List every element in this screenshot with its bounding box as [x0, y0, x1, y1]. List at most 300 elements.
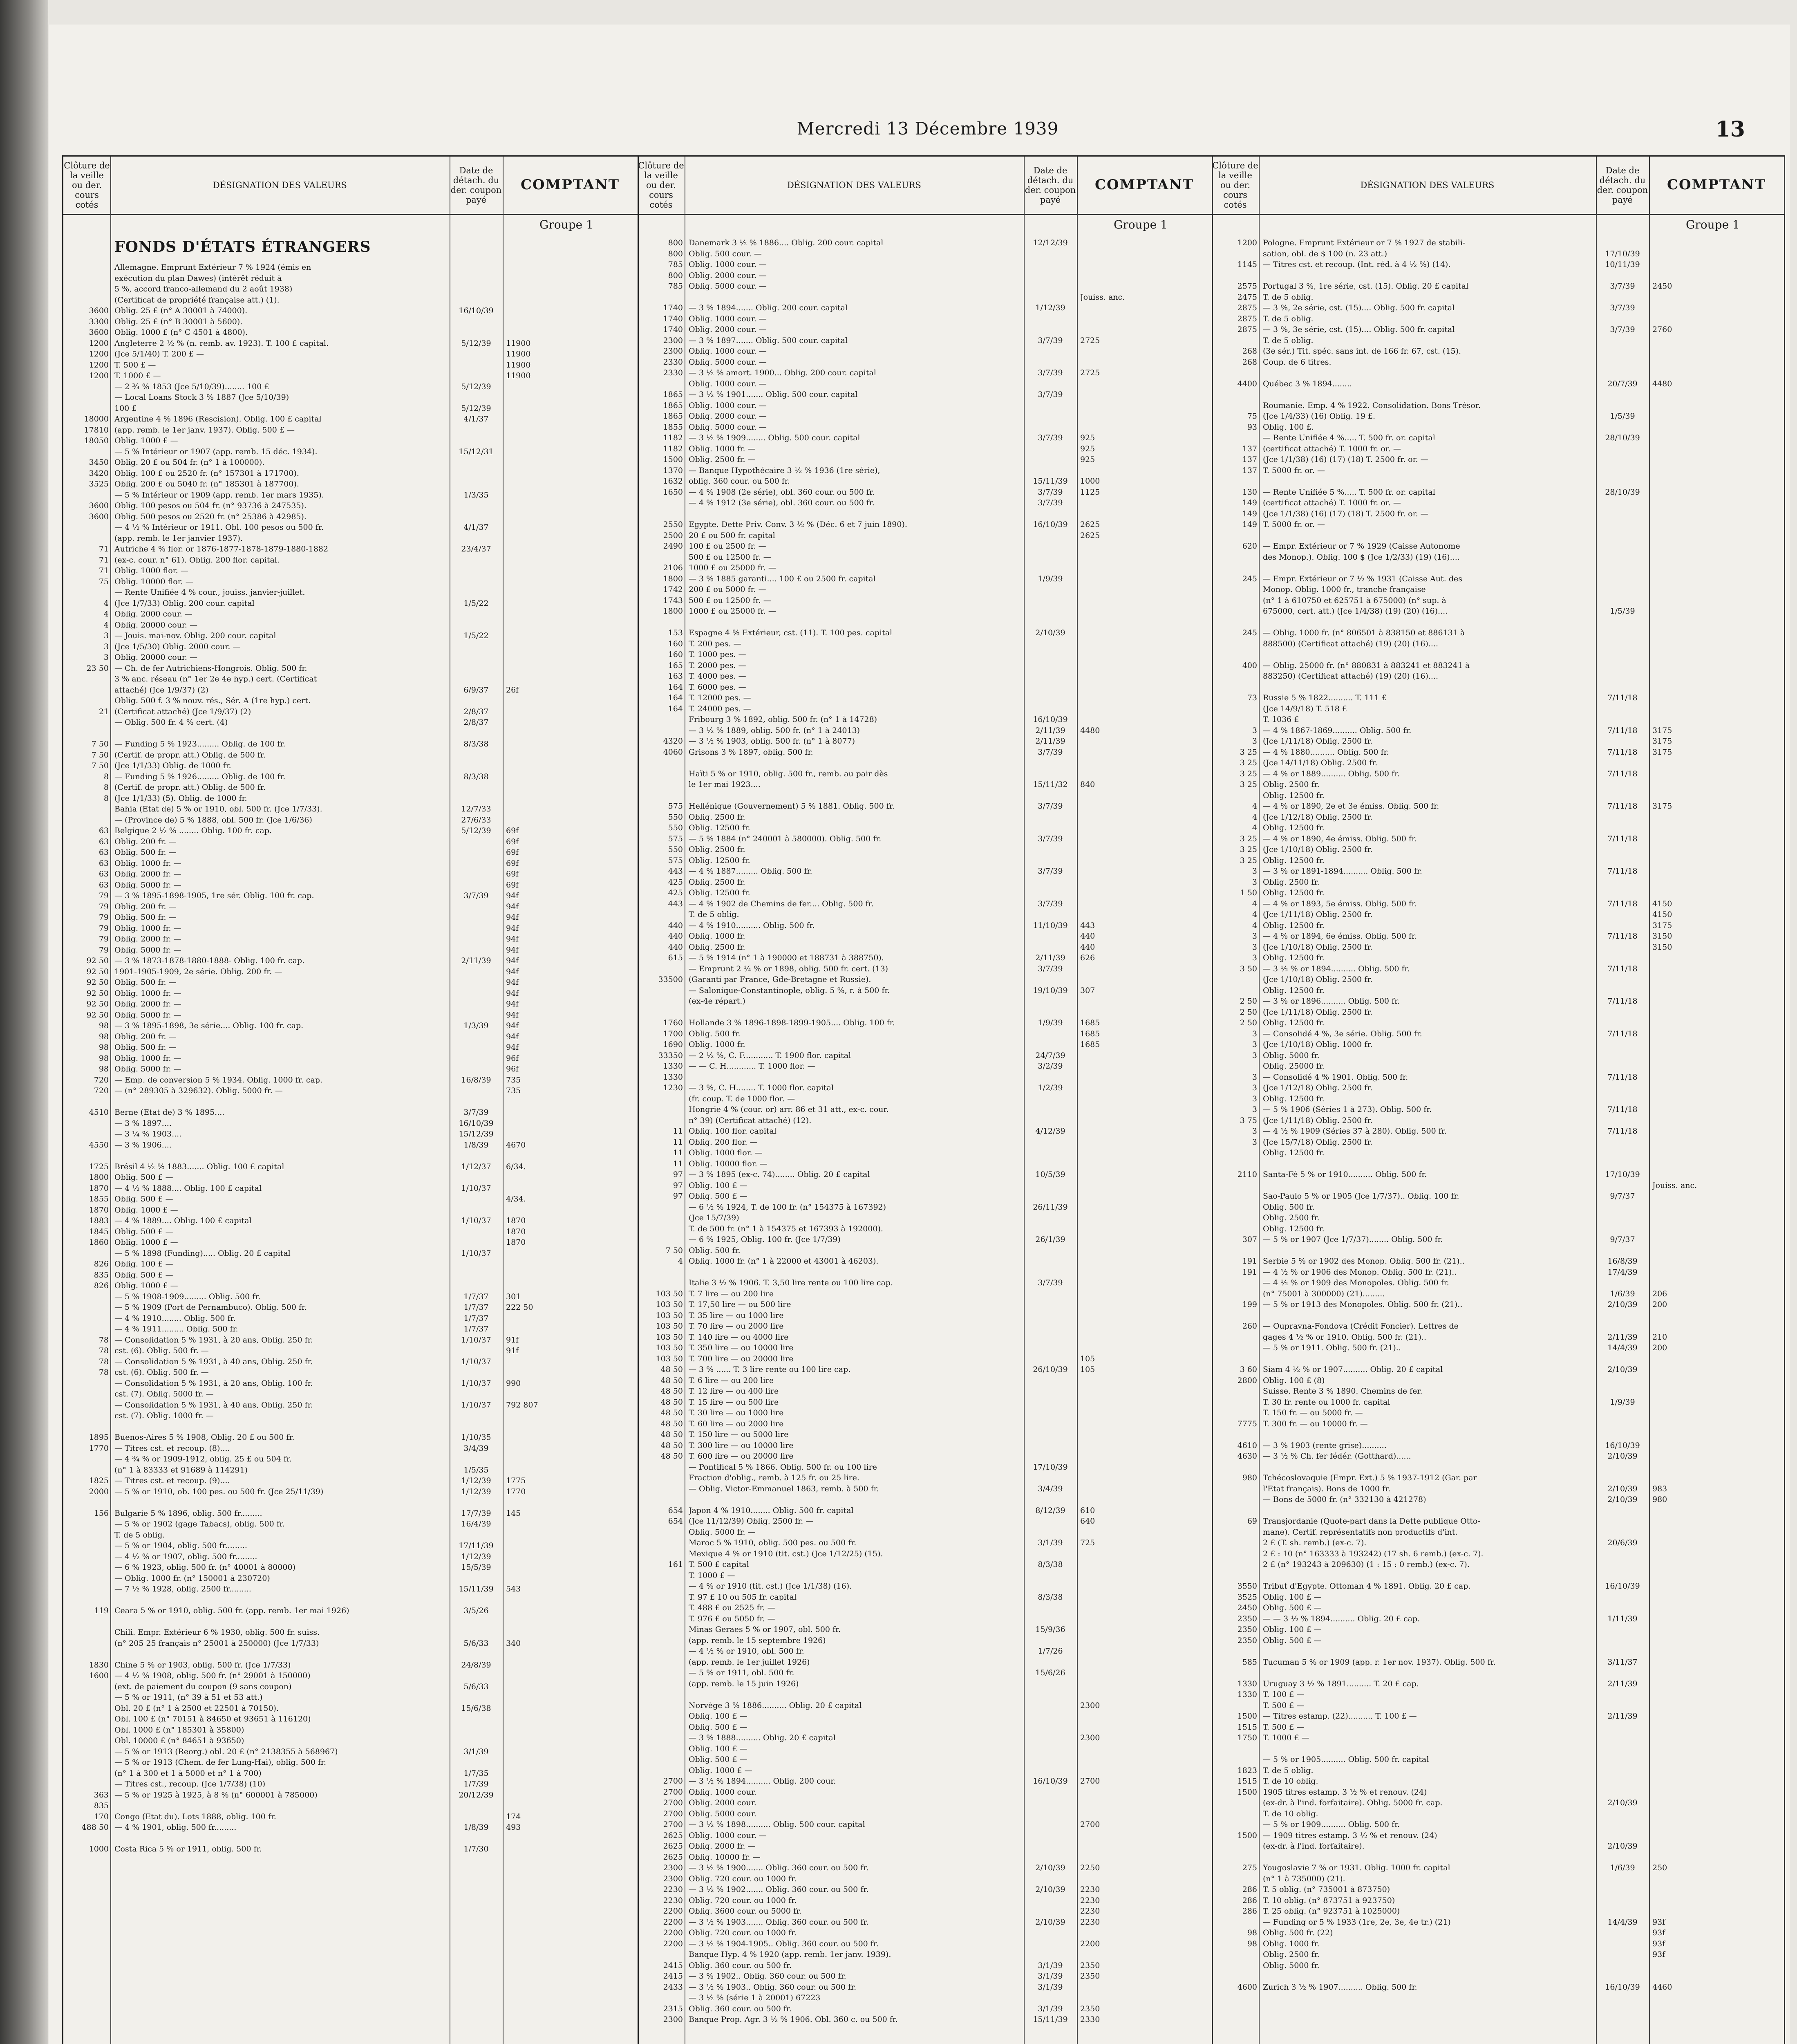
security-name-cell: — 3 %, C. H........ T. 1000 flor. capital: [689, 1083, 834, 1092]
table-row: [638, 1484, 1212, 1495]
security-name-cell: — 5 % Intérieur or 1909 (app. remb. 1er mars 1935).: [114, 490, 324, 500]
coupon-date-cell: 1/10/37: [461, 1400, 491, 1410]
cash-price-cell: Jouiss. anc.: [1652, 1181, 1697, 1190]
security-name-cell: Oblig. 100 £ —: [689, 1744, 747, 1753]
previous-close-cell: 1895: [89, 1433, 109, 1442]
security-name-cell: T. 35 lire — ou 1000 lire: [689, 1311, 784, 1320]
table-row: [63, 556, 638, 567]
cash-price-cell: 105: [1080, 1365, 1095, 1374]
cash-price-cell: 11900: [506, 338, 531, 348]
coupon-date-cell: 1/6/39: [1610, 1289, 1635, 1298]
previous-close-cell: 1200: [89, 371, 109, 380]
security-name-cell: (Certif. de propr. att.) Oblig. de 500 fr.: [114, 750, 266, 760]
coupon-date-cell: 1/6/39: [1610, 1863, 1635, 1872]
security-name-cell: Oblig. 2000 fr. —: [114, 870, 181, 879]
security-name-cell: Oblig. 1000 fr. —: [114, 858, 181, 868]
previous-close-cell: 103 50: [656, 1332, 683, 1342]
previous-close-cell: 2415: [663, 1972, 683, 1981]
previous-close-cell: 8: [103, 793, 109, 803]
security-name-cell: Oblig. 100 pesos ou 504 fr. (n° 93736 à 247535).: [114, 501, 307, 510]
table-row: [638, 260, 1212, 271]
previous-close-cell: 4510: [89, 1108, 109, 1117]
table-row: [1212, 282, 1784, 293]
table-row: [63, 588, 638, 599]
table-row: [1212, 1560, 1784, 1571]
header-designation: DÉSIGNATION DES VALEURS: [1259, 157, 1597, 214]
table-row: [638, 498, 1212, 509]
header-date-detach: Date de détach. du der. coupon payé: [450, 157, 504, 214]
previous-close-cell: 2350: [1237, 1636, 1257, 1645]
security-name-cell: Oblig. 12500 fr.: [1263, 888, 1325, 897]
security-name-cell: 883250) (Certificat attaché) (19) (20) (16)....: [1263, 672, 1439, 681]
security-name-cell: Obl. 10000 £ (n° 84651 à 93650): [114, 1736, 244, 1745]
header-cloture: Clôture de la veille ou der. cours cotés: [1212, 157, 1260, 214]
table-row: [638, 1387, 1212, 1398]
table-row: [63, 881, 638, 892]
table-row: [638, 1614, 1212, 1625]
security-name-cell: cst. (6). Oblig. 500 fr. —: [114, 1368, 209, 1377]
coupon-date-cell: 1/5/22: [463, 631, 489, 640]
previous-close-cell: 2200: [663, 1917, 683, 1927]
previous-close-cell: 2475: [1237, 292, 1257, 302]
security-name-cell: T. 300 fr. — ou 10000 fr. —: [1263, 1419, 1368, 1428]
cash-price-cell: Jouiss. anc.: [1080, 292, 1125, 302]
table-row: [1212, 1690, 1784, 1701]
header-comptant: COMPTANT: [1649, 157, 1785, 214]
security-name-cell: 200 £ ou 5000 fr. —: [689, 585, 766, 594]
security-name-cell: — — 3 ½ % 1894.......... Oblig. 20 £ cap.: [1263, 1614, 1420, 1623]
coupon-date-cell: 16/10/39: [459, 1118, 494, 1128]
previous-close-cell: 156: [94, 1508, 109, 1518]
security-name-cell: T. 700 lire — ou 20000 lire: [689, 1354, 794, 1363]
coupon-date-cell: 20/12/39: [459, 1790, 494, 1800]
cash-price-cell: 222 50: [506, 1303, 533, 1312]
previous-close-cell: 826: [94, 1281, 109, 1290]
table-row: [63, 1054, 638, 1065]
cash-price-cell: 840: [1080, 780, 1095, 789]
previous-close-cell: 48 50: [660, 1408, 683, 1417]
table-row: [638, 661, 1212, 672]
previous-close-cell: 11: [673, 1148, 683, 1157]
coupon-date-cell: 1/8/39: [463, 1823, 489, 1832]
previous-close-cell: 7 50: [91, 750, 109, 760]
table-row: [1212, 553, 1784, 564]
security-name-cell: gages 4 ½ % or 1910. Oblig. 500 fr. (21)..: [1263, 1332, 1426, 1342]
security-name-cell: Mexique 4 % or 1910 (tit. cst.) (Jce 1/12/25) (15).: [689, 1549, 883, 1558]
table-row: [63, 566, 638, 577]
security-name-cell: Oblig. 100 flor. capital: [689, 1127, 777, 1136]
table-row: [1212, 1094, 1784, 1105]
table-row: [1212, 1647, 1784, 1658]
previous-close-cell: 1000: [89, 1845, 109, 1853]
security-name-cell: — Rente Unifiée 4 % cour., jouiss. janvier-juillet.: [114, 588, 305, 597]
table-row: [1212, 542, 1784, 553]
previous-close-cell: 79: [98, 935, 109, 944]
security-name-cell: Oblig. 12500 fr.: [1263, 856, 1325, 865]
coupon-date-cell: 3/7/39: [1038, 899, 1063, 908]
previous-close-cell: 3: [1252, 1051, 1257, 1060]
security-name-cell: T. de 5 oblig.: [689, 910, 739, 919]
previous-close-cell: 785: [668, 260, 683, 269]
previous-close-cell: 440: [668, 921, 683, 930]
security-name-cell: Tribut d'Egypte. Ottoman 4 % 1891. Oblig. 20 £ cap.: [1263, 1582, 1471, 1591]
previous-close-cell: 3600: [89, 306, 109, 315]
table-row: [1212, 358, 1784, 369]
security-name-cell: (ex-4e répart.): [689, 997, 745, 1006]
table-row: [63, 1325, 638, 1336]
security-name-cell: — Rente Unifiée 4 %..... T. 500 fr. or. capital: [1263, 433, 1435, 442]
security-name-cell: — — C. H............ T. 1000 flor. —: [689, 1062, 815, 1071]
table-row: [63, 1466, 638, 1477]
table-row: [638, 1896, 1212, 1907]
cash-price-cell: 2350: [1080, 2004, 1100, 2013]
security-name-cell: T. de 500 fr. (n° 1 à 154375 et 167393 à 192000).: [689, 1224, 883, 1233]
security-name-cell: T. 30 fr. rente ou 1000 fr. capital: [1263, 1397, 1390, 1407]
cash-price-cell: 443: [1080, 921, 1095, 930]
security-name-cell: — (n° 289305 à 329632). Oblig. 5000 fr. —: [114, 1086, 283, 1095]
table-row: [638, 1441, 1212, 1452]
previous-close-cell: 443: [668, 867, 683, 876]
previous-close-cell: 4320: [663, 737, 683, 746]
previous-close-cell: 1823: [1237, 1766, 1257, 1775]
table-row: [63, 1249, 638, 1260]
table-row: [63, 1487, 638, 1498]
security-name-cell: (n° 1 à 735000) (21).: [1263, 1874, 1345, 1883]
previous-close-cell: 3: [1252, 1072, 1257, 1082]
security-name-cell: Oblig. 2000 fr. —: [114, 1000, 181, 1009]
coupon-date-cell: 1/12/39: [461, 1487, 491, 1496]
previous-close-cell: 1740: [663, 314, 683, 323]
previous-close-cell: 71: [98, 545, 109, 554]
previous-close-cell: 33350: [658, 1051, 683, 1060]
table-row: [1212, 314, 1784, 325]
security-name-cell: — Oblig. 500 fr. 4 % cert. (4): [114, 718, 228, 727]
security-name-cell: Oblig. 2000 cour.: [689, 1798, 756, 1807]
table-row: [63, 1823, 638, 1834]
previous-close-cell: 4: [1252, 823, 1257, 832]
security-name-cell: 100 £: [114, 403, 137, 413]
coupon-date-cell: 1/10/37: [461, 1248, 491, 1258]
table-row: [638, 1603, 1212, 1614]
security-name-cell: Fraction d'oblig., remb. à 125 fr. ou 25 lire.: [689, 1473, 859, 1482]
table-row: [638, 531, 1212, 542]
coupon-date-cell: 3/7/39: [1038, 498, 1063, 507]
adjacent-page-edge: [0, 0, 48, 2044]
table-row: [1212, 520, 1784, 531]
security-name-cell: — 3 % 1895-1898-1905, 1re sér. Oblig. 100 fr. cap.: [114, 891, 314, 900]
table-row: [1212, 379, 1784, 390]
previous-close-cell: 363: [94, 1790, 109, 1800]
table-row: [638, 293, 1212, 304]
previous-close-cell: 3: [1252, 1029, 1257, 1038]
table-row: [1212, 899, 1784, 910]
group-label: Groupe 1: [1114, 218, 1168, 231]
table-row: [1212, 1268, 1784, 1279]
table-row: [1212, 975, 1784, 986]
table-row: [63, 371, 638, 382]
table-row: [63, 1704, 638, 1715]
table-row: [63, 1520, 638, 1531]
group-label: Groupe 1: [1686, 218, 1740, 231]
previous-close-cell: 48 50: [660, 1430, 683, 1439]
table-row: [638, 1679, 1212, 1690]
table-row: [638, 314, 1212, 325]
coupon-date-cell: 3/2/39: [1038, 1062, 1063, 1071]
cash-price-cell: 1125: [1080, 487, 1100, 497]
security-name-cell: — 4 ½ % or 1906 des Monop. Oblig. 500 fr. (21)..: [1263, 1267, 1457, 1277]
previous-close-cell: 2550: [663, 520, 683, 529]
table-row: [1212, 791, 1784, 802]
column-block-2: [638, 157, 1213, 2044]
previous-close-cell: 137: [1242, 444, 1257, 453]
previous-close-cell: 149: [1242, 509, 1257, 518]
table-row: [1212, 661, 1784, 672]
coupon-date-cell: 7/11/18: [1607, 726, 1638, 735]
previous-close-cell: 2575: [1237, 282, 1257, 291]
cash-price-cell: 1685: [1080, 1018, 1100, 1027]
cash-price-cell: 792 807: [506, 1400, 538, 1410]
table-row: [1212, 1733, 1784, 1744]
security-name-cell: 100 £ ou 2500 fr. —: [689, 542, 766, 551]
previous-close-cell: 2200: [663, 1907, 683, 1916]
cash-price-cell: 94f: [506, 967, 519, 976]
security-name-cell: T. 6 lire — ou 200 lire: [689, 1376, 774, 1385]
security-name-cell: Oblig. 500 £ —: [1263, 1603, 1322, 1612]
previous-close-cell: 191: [1242, 1257, 1257, 1266]
table-row: [1212, 1538, 1784, 1549]
table-row: [638, 542, 1212, 553]
previous-close-cell: 23 50: [86, 663, 109, 673]
previous-close-cell: 720: [94, 1075, 109, 1085]
table-row: [1212, 1517, 1784, 1528]
cash-price-cell: 1870: [506, 1227, 526, 1236]
table-row: [1212, 823, 1784, 834]
header-designation: DÉSIGNATION DES VALEURS: [110, 157, 450, 214]
previous-close-cell: 103 50: [656, 1354, 683, 1363]
previous-close-cell: 550: [668, 812, 683, 822]
security-name-cell: — 3 ½ % 1900....... Oblig. 360 cour. ou 500 fr.: [689, 1863, 869, 1872]
coupon-date-cell: 8/3/38: [1038, 1592, 1063, 1602]
previous-close-cell: 11: [673, 1127, 683, 1136]
security-name-cell: — Funding 5 % 1923......... Oblig. de 100 fr.: [114, 740, 286, 749]
table-row: [638, 444, 1212, 455]
security-name-cell: Oblig. 5000 cour. —: [689, 357, 767, 367]
previous-close-cell: 7 50: [91, 761, 109, 770]
security-name-cell: — 3 ½ % 1909........ Oblig. 500 cour. capital: [689, 433, 860, 442]
coupon-date-cell: 7/11/18: [1607, 802, 1638, 811]
coupon-date-cell: 2/10/39: [1035, 1885, 1065, 1894]
security-name-cell: — 3 ½ % (série 1 à 20001) 67223: [689, 1993, 821, 2002]
coupon-date-cell: 1/10/37: [461, 1335, 491, 1345]
table-row: [1212, 1939, 1784, 1950]
previous-close-cell: 1330: [1237, 1679, 1257, 1688]
security-name-cell: Oblig. 200 flor. —: [689, 1137, 758, 1147]
security-name-cell: Ceara 5 % or 1910, oblig. 500 fr. (app. remb. 1er mai 1926): [114, 1606, 349, 1615]
security-name-cell: Congo (Etat du). Lots 1888, oblig. 100 fr.: [114, 1812, 276, 1821]
security-name-cell: — 3 % 1894....... Oblig. 200 cour. capital: [689, 303, 848, 312]
coupon-date-cell: 11/10/39: [1033, 921, 1068, 930]
security-name-cell: — 3 % 1885 garanti.... 100 £ ou 2500 fr. capital: [689, 574, 876, 583]
table-row: [638, 997, 1212, 1008]
security-name-cell: — Ch. de fer Autrichiens-Hongrois. Oblig. 500 fr.: [114, 663, 307, 673]
security-name-cell: — 3 ½ % 1903....... Oblig. 360 cour. ou 500 fr.: [689, 1917, 869, 1927]
security-name-cell: Oblig. 1000 £ —: [114, 1281, 178, 1290]
previous-close-cell: 1 50: [1240, 888, 1257, 897]
security-name-cell: (certificat attaché) T. 1000 fr. or. —: [1263, 498, 1401, 507]
previous-close-cell: 654: [668, 1517, 683, 1526]
security-name-cell: T. 2000 pes. —: [689, 661, 746, 670]
table-row: [63, 859, 638, 870]
security-name-cell: Bulgarie 5 % 1896, oblig. 500 fr.........: [114, 1508, 262, 1518]
security-name-cell: — Oblig. Victor-Emmanuel 1863, remb. à 500 fr.: [689, 1484, 879, 1493]
coupon-date-cell: 12/12/39: [1033, 238, 1068, 247]
security-name-cell: (Jce 1/10/18) Oblig. 1000 fr.: [1263, 1040, 1373, 1049]
coupon-date-cell: 2/11/39: [1607, 1712, 1638, 1721]
table-row: [1212, 1679, 1784, 1690]
security-name-cell: Coup. de 6 titres.: [1263, 357, 1332, 367]
security-name-cell: T. 150 fr. — ou 5000 fr. —: [1263, 1408, 1363, 1417]
previous-close-cell: 98: [1247, 1939, 1257, 1948]
table-row: [638, 758, 1212, 769]
previous-close-cell: 130: [1242, 487, 1257, 497]
previous-close-cell: 1200: [89, 338, 109, 348]
security-name-cell: Oblig. 1000 fr.: [689, 932, 745, 941]
table-row: [1212, 1463, 1784, 1474]
previous-close-cell: 63: [98, 880, 109, 890]
previous-close-cell: 2350: [1237, 1614, 1257, 1623]
coupon-date-cell: 3/7/39: [1038, 747, 1063, 757]
cash-price-cell: 174: [506, 1812, 521, 1821]
table-row: [638, 574, 1212, 585]
security-name-cell: Oblig. 500 fr. (22): [1263, 1928, 1333, 1937]
security-name-cell: T. 17,50 lire — ou 500 lire: [689, 1300, 791, 1309]
table-row: [1212, 1029, 1784, 1040]
previous-close-cell: 7 50: [91, 740, 109, 749]
security-name-cell: Oblig. 5000 cour. —: [689, 422, 767, 432]
security-name-cell: Oblig. 5000 cour. —: [689, 282, 767, 291]
previous-close-cell: 63: [98, 870, 109, 879]
security-name-cell: Buenos-Aires 5 % 1908, Oblig. 20 £ ou 500 fr.: [114, 1433, 295, 1442]
table-row: [638, 2015, 1212, 2026]
security-name-cell: (n° 1 à 83333 et 91689 à 114291): [114, 1465, 248, 1475]
coupon-date-cell: 2/10/39: [1607, 1842, 1638, 1851]
table-row: [63, 545, 638, 556]
table-row: [63, 621, 638, 632]
table-row: [1212, 1452, 1784, 1463]
table-row: [63, 1227, 638, 1238]
table-row: [63, 1715, 638, 1726]
previous-close-cell: 440: [668, 932, 683, 941]
coupon-date-cell: 5/6/33: [463, 1638, 489, 1648]
coupon-date-cell: 15/11/39: [1033, 2015, 1068, 2024]
cash-price-cell: 4/34.: [506, 1195, 526, 1204]
table-row: [638, 1733, 1212, 1744]
previous-close-cell: 1870: [89, 1205, 109, 1215]
table-row: [63, 1065, 638, 1076]
coupon-date-cell: 3/7/39: [463, 891, 489, 900]
coupon-date-cell: 17/11/39: [459, 1541, 494, 1550]
table-row: [1212, 1723, 1784, 1734]
coupon-date-cell: 16/10/39: [1033, 1777, 1068, 1786]
coupon-date-cell: 1/10/35: [461, 1433, 491, 1442]
security-name-cell: 20 £ ou 500 fr. capital: [689, 531, 775, 540]
previous-close-cell: 33500: [658, 975, 683, 984]
security-name-cell: — 4 ½ % 1908, oblig. 500 fr. (n° 29001 à 150000): [114, 1671, 311, 1680]
coupon-date-cell: 5/12/39: [461, 382, 491, 391]
table-row: [638, 466, 1212, 477]
security-name-cell: — 4 % 1880.......... Oblig. 500 fr.: [1263, 747, 1389, 757]
security-name-cell: Siam 4 ½ % or 1907.......... Oblig. 20 £ capital: [1263, 1365, 1443, 1374]
previous-close-cell: 1370: [663, 466, 683, 475]
table-row: [638, 878, 1212, 889]
security-name-cell: Oblig. 25000 fr.: [1263, 1062, 1325, 1071]
security-name-cell: T. 12000 pes. —: [689, 693, 751, 702]
table-row: [1212, 1181, 1784, 1192]
coupon-date-cell: 4/1/37: [463, 523, 489, 532]
previous-close-cell: 48 50: [660, 1452, 683, 1461]
cash-price-cell: 94f: [506, 1010, 519, 1020]
previous-close-cell: 92 50: [86, 978, 109, 987]
table-row: [638, 1116, 1212, 1127]
security-name-cell: — 3 ½ % 1898.......... Oblig. 500 cour. capital: [689, 1820, 865, 1829]
coupon-date-cell: 17/4/39: [1607, 1267, 1638, 1277]
table-row: [638, 1961, 1212, 1972]
security-name-cell: 500 £ ou 12500 fr. —: [689, 596, 771, 605]
table-row: [1212, 347, 1784, 358]
security-name-cell: — 5 % or 1905.......... Oblig. 500 fr. capital: [1263, 1755, 1429, 1764]
table-row: [638, 1809, 1212, 1820]
previous-close-cell: 1500: [1237, 1787, 1257, 1797]
security-name-cell: — Titres estamp. (22).......... T. 100 £ —: [1263, 1712, 1417, 1721]
table-row: [63, 1509, 638, 1520]
table-row: [1212, 498, 1784, 509]
security-name-cell: 1901-1905-1909, 2e série. Oblig. 200 fr. —: [114, 967, 282, 976]
coupon-date-cell: 7/11/18: [1607, 932, 1638, 941]
coupon-date-cell: 9/7/37: [1610, 1235, 1635, 1244]
security-name-cell: Oblig. 1000 fr. —: [114, 923, 181, 933]
security-name-cell: (app. remb. le 15 septembre 1926): [689, 1636, 826, 1645]
table-row: [63, 469, 638, 480]
coupon-date-cell: 14/4/39: [1607, 1343, 1638, 1352]
coupon-date-cell: 17/10/39: [1605, 1170, 1640, 1179]
previous-close-cell: 575: [668, 802, 683, 811]
table-row: [1212, 1441, 1784, 1452]
table-row: [1212, 477, 1784, 488]
column-block-3: [1212, 157, 1784, 2044]
coupon-date-cell: 1/12/39: [1035, 303, 1065, 312]
previous-close-cell: 7775: [1237, 1419, 1257, 1428]
previous-close-cell: 98: [98, 1065, 109, 1074]
table-row: [638, 1419, 1212, 1430]
security-name-cell: — 4 ½ % 1909 (Séries 37 à 280). Oblig. 500 fr.: [1263, 1127, 1447, 1136]
previous-close-cell: 103 50: [656, 1300, 683, 1309]
previous-close-cell: 1830: [89, 1660, 109, 1670]
cash-price-cell: 925: [1080, 444, 1095, 453]
security-name-cell: — Oblig. 1000 fr. (n° 150001 à 230720): [114, 1573, 270, 1583]
security-name-cell: 888500) (Certificat attaché) (19) (20) (16)....: [1263, 639, 1439, 648]
cash-price-cell: 2625: [1080, 520, 1100, 529]
security-name-cell: Oblig. 360 cour. ou 500 fr.: [689, 2004, 792, 2013]
table-row: [638, 986, 1212, 997]
security-name-cell: — 4 % or 1893, 5e émiss. Oblig. 500 fr.: [1263, 899, 1417, 908]
previous-close-cell: 97: [673, 1181, 683, 1190]
cash-price-cell: 94f: [506, 923, 519, 933]
table-row: [1212, 293, 1784, 304]
previous-close-cell: 103 50: [656, 1343, 683, 1352]
previous-close-cell: 654: [668, 1506, 683, 1515]
coupon-date-cell: 7/11/18: [1607, 1105, 1638, 1114]
security-name-cell: T. 100 £ —: [1263, 1690, 1305, 1699]
